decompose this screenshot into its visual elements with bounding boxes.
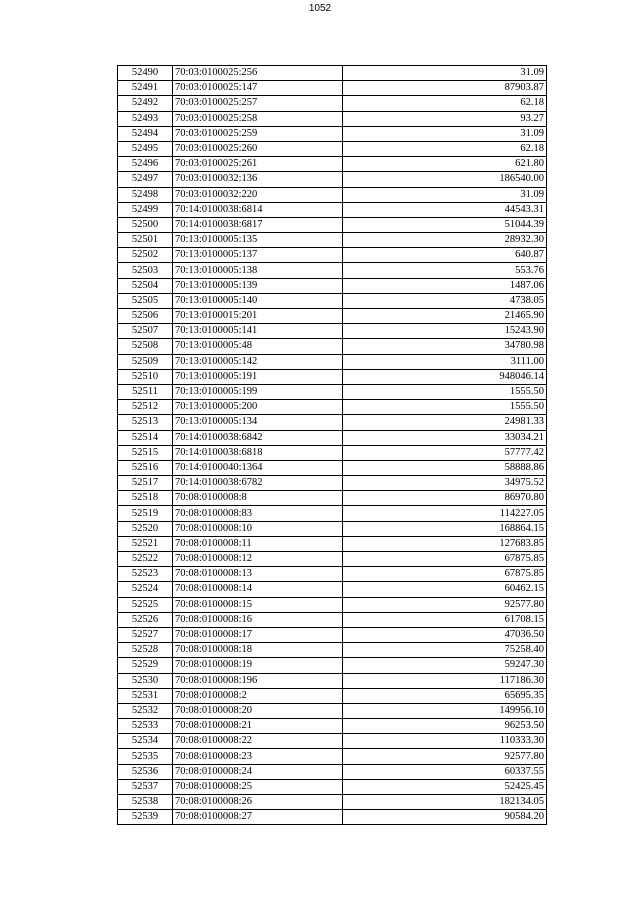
table-row	[118, 233, 547, 248]
cadastral-number-cell: 70:13:0100005:48	[173, 339, 343, 354]
row-number-cell: 52504	[118, 278, 173, 293]
value-cell: 86970.80	[343, 491, 547, 506]
cadastral-number-cell: 70:14:0100038:6818	[173, 445, 343, 460]
row-number-cell: 52490	[118, 66, 173, 81]
value-cell: 640.87	[343, 248, 547, 263]
value-cell: 51044.39	[343, 217, 547, 232]
cadastral-number-cell: 70:08:0100008:83	[173, 506, 343, 521]
cadastral-number-cell: 70:08:0100008:16	[173, 612, 343, 627]
table-row	[118, 126, 547, 141]
value-cell: 21465.90	[343, 309, 547, 324]
value-cell: 1555.50	[343, 400, 547, 415]
row-number-cell: 52519	[118, 506, 173, 521]
table-row	[118, 384, 547, 399]
table-row	[118, 278, 547, 293]
cadastral-number-cell: 70:13:0100005:135	[173, 233, 343, 248]
row-number-cell: 52517	[118, 476, 173, 491]
cadastral-number-cell: 70:08:0100008:13	[173, 567, 343, 582]
table-row	[118, 627, 547, 642]
value-cell: 75258.40	[343, 643, 547, 658]
row-number-cell: 52536	[118, 764, 173, 779]
row-number-cell: 52497	[118, 172, 173, 187]
row-number-cell: 52534	[118, 734, 173, 749]
table-row	[118, 157, 547, 172]
cadastral-number-cell: 70:13:0100005:142	[173, 354, 343, 369]
row-number-cell: 52500	[118, 217, 173, 232]
cadastral-number-cell: 70:08:0100008:10	[173, 521, 343, 536]
table-row	[118, 612, 547, 627]
row-number-cell: 52532	[118, 703, 173, 718]
value-cell: 67875.85	[343, 552, 547, 567]
row-number-cell: 52523	[118, 567, 173, 582]
cadastral-number-cell: 70:08:0100008:23	[173, 749, 343, 764]
value-cell: 65695.35	[343, 688, 547, 703]
row-number-cell: 52513	[118, 415, 173, 430]
value-cell: 61708.15	[343, 612, 547, 627]
table-row	[118, 643, 547, 658]
table-row	[118, 582, 547, 597]
row-number-cell: 52528	[118, 643, 173, 658]
row-number-cell: 52539	[118, 810, 173, 825]
row-number-cell: 52508	[118, 339, 173, 354]
row-number-cell: 52522	[118, 552, 173, 567]
cadastral-number-cell: 70:03:0100025:147	[173, 81, 343, 96]
row-number-cell: 52496	[118, 157, 173, 172]
table-row	[118, 734, 547, 749]
cadastral-number-cell: 70:08:0100008:24	[173, 764, 343, 779]
row-number-cell: 52538	[118, 795, 173, 810]
table-row	[118, 400, 547, 415]
value-cell: 62.18	[343, 141, 547, 156]
row-number-cell: 52495	[118, 141, 173, 156]
table-row	[118, 688, 547, 703]
value-cell: 149956.10	[343, 703, 547, 718]
value-cell: 58888.86	[343, 460, 547, 475]
value-cell: 96253.50	[343, 719, 547, 734]
table-row	[118, 324, 547, 339]
cadastral-number-cell: 70:03:0100025:256	[173, 66, 343, 81]
row-number-cell: 52505	[118, 293, 173, 308]
value-cell: 168864.15	[343, 521, 547, 536]
value-cell: 34780.98	[343, 339, 547, 354]
value-cell: 4738.05	[343, 293, 547, 308]
value-cell: 59247.30	[343, 658, 547, 673]
table-row	[118, 66, 547, 81]
row-number-cell: 52515	[118, 445, 173, 460]
row-number-cell: 52525	[118, 597, 173, 612]
cadastral-number-cell: 70:13:0100005:139	[173, 278, 343, 293]
value-cell: 60462.15	[343, 582, 547, 597]
value-cell: 948046.14	[343, 369, 547, 384]
table-row	[118, 703, 547, 718]
cadastral-number-cell: 70:13:0100005:134	[173, 415, 343, 430]
value-cell: 31.09	[343, 66, 547, 81]
row-number-cell: 52494	[118, 126, 173, 141]
table-row	[118, 81, 547, 96]
table-row	[118, 309, 547, 324]
table-row	[118, 719, 547, 734]
cadastral-number-cell: 70:13:0100015:201	[173, 309, 343, 324]
table-row	[118, 476, 547, 491]
row-number-cell: 52531	[118, 688, 173, 703]
row-number-cell: 52520	[118, 521, 173, 536]
value-cell: 44543.31	[343, 202, 547, 217]
table-row	[118, 415, 547, 430]
value-cell: 127683.85	[343, 536, 547, 551]
table-body	[118, 66, 547, 825]
cadastral-number-cell: 70:03:0100025:259	[173, 126, 343, 141]
value-cell: 28932.30	[343, 233, 547, 248]
value-cell: 34975.52	[343, 476, 547, 491]
value-cell: 110333.30	[343, 734, 547, 749]
cadastral-number-cell: 70:03:0100032:136	[173, 172, 343, 187]
row-number-cell: 52530	[118, 673, 173, 688]
row-number-cell: 52512	[118, 400, 173, 415]
cadastral-number-cell: 70:08:0100008:14	[173, 582, 343, 597]
cadastral-number-cell: 70:14:0100038:6782	[173, 476, 343, 491]
row-number-cell: 52511	[118, 384, 173, 399]
row-number-cell: 52521	[118, 536, 173, 551]
value-cell: 114227.05	[343, 506, 547, 521]
table-row	[118, 172, 547, 187]
cadastral-number-cell: 70:14:0100038:6817	[173, 217, 343, 232]
value-cell: 62.18	[343, 96, 547, 111]
cadastral-number-cell: 70:08:0100008:11	[173, 536, 343, 551]
value-cell: 3111.00	[343, 354, 547, 369]
row-number-cell: 52514	[118, 430, 173, 445]
row-number-cell: 52509	[118, 354, 173, 369]
value-cell: 52425.45	[343, 779, 547, 794]
cadastral-number-cell: 70:13:0100005:137	[173, 248, 343, 263]
cadastral-number-cell: 70:13:0100005:191	[173, 369, 343, 384]
row-number-cell: 52498	[118, 187, 173, 202]
row-number-cell: 52501	[118, 233, 173, 248]
cadastral-number-cell: 70:08:0100008:26	[173, 795, 343, 810]
table-row	[118, 506, 547, 521]
table-row	[118, 795, 547, 810]
table-row	[118, 445, 547, 460]
cadastral-number-cell: 70:13:0100005:141	[173, 324, 343, 339]
value-cell: 31.09	[343, 126, 547, 141]
table-row	[118, 354, 547, 369]
row-number-cell: 52524	[118, 582, 173, 597]
value-cell: 182134.05	[343, 795, 547, 810]
value-cell: 15243.90	[343, 324, 547, 339]
cadastral-number-cell: 70:08:0100008:25	[173, 779, 343, 794]
value-cell: 1487.06	[343, 278, 547, 293]
row-number-cell: 52506	[118, 309, 173, 324]
table-row	[118, 764, 547, 779]
table-row	[118, 597, 547, 612]
value-cell: 24981.33	[343, 415, 547, 430]
value-cell: 47036.50	[343, 627, 547, 642]
table-row	[118, 263, 547, 278]
table-row	[118, 779, 547, 794]
cadastral-number-cell: 70:08:0100008:27	[173, 810, 343, 825]
cadastral-number-cell: 70:14:0100038:6842	[173, 430, 343, 445]
value-cell: 93.27	[343, 111, 547, 126]
table-row	[118, 673, 547, 688]
row-number-cell: 52516	[118, 460, 173, 475]
table-row	[118, 217, 547, 232]
table-row	[118, 430, 547, 445]
table-row	[118, 111, 547, 126]
value-cell: 87903.87	[343, 81, 547, 96]
value-cell: 92577.80	[343, 749, 547, 764]
value-cell: 186540.00	[343, 172, 547, 187]
value-cell: 117186.30	[343, 673, 547, 688]
cadastral-number-cell: 70:08:0100008:12	[173, 552, 343, 567]
cadastral-number-cell: 70:14:0100038:6814	[173, 202, 343, 217]
table-row	[118, 491, 547, 506]
cadastral-number-cell: 70:13:0100005:200	[173, 400, 343, 415]
row-number-cell: 52533	[118, 719, 173, 734]
value-cell: 90584.20	[343, 810, 547, 825]
row-number-cell: 52493	[118, 111, 173, 126]
cadastral-number-cell: 70:08:0100008:196	[173, 673, 343, 688]
table-row	[118, 521, 547, 536]
cadastral-number-cell: 70:03:0100025:258	[173, 111, 343, 126]
row-number-cell: 52499	[118, 202, 173, 217]
cadastral-number-cell: 70:08:0100008:15	[173, 597, 343, 612]
row-number-cell: 52527	[118, 627, 173, 642]
cadastral-number-cell: 70:13:0100005:138	[173, 263, 343, 278]
value-cell: 57777.42	[343, 445, 547, 460]
cadastral-number-cell: 70:03:0100025:261	[173, 157, 343, 172]
value-cell: 31.09	[343, 187, 547, 202]
table-row	[118, 248, 547, 263]
table-row	[118, 658, 547, 673]
row-number-cell: 52518	[118, 491, 173, 506]
row-number-cell: 52491	[118, 81, 173, 96]
table-row	[118, 187, 547, 202]
page-number: 1052	[308, 3, 332, 14]
table-row	[118, 567, 547, 582]
value-cell: 621.80	[343, 157, 547, 172]
row-number-cell: 52503	[118, 263, 173, 278]
value-cell: 553.76	[343, 263, 547, 278]
cadastral-number-cell: 70:08:0100008:18	[173, 643, 343, 658]
row-number-cell: 52526	[118, 612, 173, 627]
cadastral-number-cell: 70:08:0100008:21	[173, 719, 343, 734]
cadastral-number-cell: 70:08:0100008:17	[173, 627, 343, 642]
cadastral-number-cell: 70:03:0100025:257	[173, 96, 343, 111]
value-cell: 92577.80	[343, 597, 547, 612]
row-number-cell: 52510	[118, 369, 173, 384]
row-number-cell: 52502	[118, 248, 173, 263]
row-number-cell: 52529	[118, 658, 173, 673]
cadastral-number-cell: 70:13:0100005:199	[173, 384, 343, 399]
cadastral-number-cell: 70:03:0100025:260	[173, 141, 343, 156]
table-row	[118, 536, 547, 551]
cadastral-number-cell: 70:08:0100008:19	[173, 658, 343, 673]
table-row	[118, 141, 547, 156]
table-row	[118, 202, 547, 217]
table-row	[118, 369, 547, 384]
row-number-cell: 52535	[118, 749, 173, 764]
cadastral-number-cell: 70:08:0100008:22	[173, 734, 343, 749]
value-cell: 33034.21	[343, 430, 547, 445]
row-number-cell: 52492	[118, 96, 173, 111]
table-row	[118, 293, 547, 308]
row-number-cell: 52507	[118, 324, 173, 339]
table-row	[118, 552, 547, 567]
cadastral-number-cell: 70:13:0100005:140	[173, 293, 343, 308]
value-cell: 1555.50	[343, 384, 547, 399]
cadastral-value-table	[117, 65, 547, 825]
cadastral-number-cell: 70:14:0100040:1364	[173, 460, 343, 475]
table-row	[118, 749, 547, 764]
table-row	[118, 460, 547, 475]
table-row	[118, 339, 547, 354]
table-row	[118, 96, 547, 111]
value-cell: 67875.85	[343, 567, 547, 582]
table-row	[118, 810, 547, 825]
cadastral-number-cell: 70:08:0100008:8	[173, 491, 343, 506]
cadastral-number-cell: 70:08:0100008:2	[173, 688, 343, 703]
cadastral-number-cell: 70:03:0100032:220	[173, 187, 343, 202]
cadastral-number-cell: 70:08:0100008:20	[173, 703, 343, 718]
value-cell: 60337.55	[343, 764, 547, 779]
row-number-cell: 52537	[118, 779, 173, 794]
